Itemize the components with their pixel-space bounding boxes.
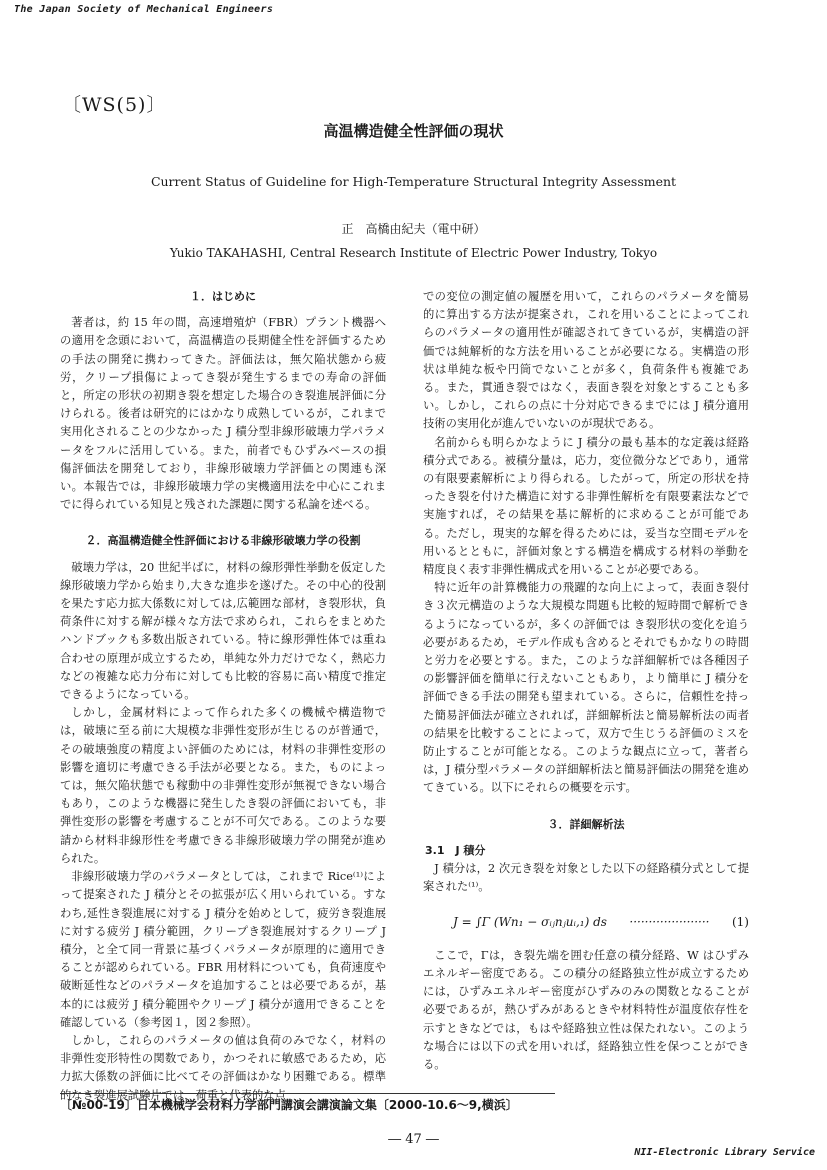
equation-1-leader-dots: ····················· — [629, 914, 710, 929]
section-1-heading: １．はじめに — [190, 290, 256, 303]
section-2-paragraph-4-continued: での変位の測定値の履歴を用いて，これらのパラメータを簡易的に算出する方法が提案され，これを用いることによってこれらのパラメータの適用性が確認されてきているが，実構造の評価では純解析的な方法を用いることが必要になる。実構造の形状は単純な板や円筒でないことが多く，負荷条件も複雑である。また，貫通き裂ではなく，表面き裂を対象とすることも多い。しかし，これらの点に十分対応できるまでには J 積分適用技術の実用化が進んでいないのが現状である。 — [423, 290, 749, 431]
author-japanese: 正 高橋由紀夫（電中研） — [341, 222, 486, 236]
section-2-paragraph-2: しかし，金属材料によって作られた多くの機械や構造物では，破壊に至る前に大規模な非弾性変形が生じるのが普通で，その破壊強度の精度よい評価のためには，材料の非弾性変形の影響を適切に考慮できる手法が必要となる。また，ものによっては，無欠陥状態でも稼動中の非弾性変形が無視できない場合もあり，このような機器に発生したき裂の評価においても，非弾性変形の影響を考慮することが不可欠である。このような要請から材料非線形性を考慮できる非線形破壊力学の開発が進められた。 — [60, 706, 386, 865]
library-service-footer: NII-Electronic Library Service — [634, 1147, 815, 1158]
equation-1 — [423, 913, 749, 931]
subsection-3-1-paragraph-2: ここで，Γは，き裂先端を囲む任意の積分経路、W はひずみエネルギー密度である。この積分の経路独立性が成立するためには，ひずみエネルギー密度がひずみのみの関数となることが必要であるが，熱ひずみがあるときや材料特性が温度依存性を示すときなどでは，もはや経路独立性は保たれない。このような場合には以下の式を用いれば，経路独立性を保つことができる。 — [423, 948, 749, 1071]
equation-1-number: (1) — [731, 914, 749, 929]
section-2-paragraph-6: 特に近年の計算機能力の飛躍的な向上によって，表面き裂付き３次元構造のような大規模な問題も比較的短時間で解析できるようになっているが，多くの評価では き裂形状の変化を追う必要があるため，モデル作成も含めるとそれでもかなりの時間と労力を必要とする。また，このような詳細解析では各種因子の影響評価を簡単に行えないこともあり，より簡単に J 積分を評価できる手法の開発も望まれている。さらに，信頼性を持った簡易評価法が確立されれば，詳細解析法と簡易解析法の両者の結果を比較することによって，双方で生じうる評価のミスを防止することが可能となる。このような観点に立って，著者らは，J 積分型パラメータの詳細解析法と簡易評価法の開発を進めてきている。以下にそれらの概要を示す。 — [423, 581, 749, 795]
right-column — [423, 288, 749, 1074]
page-number: ― 47 ― — [388, 1132, 439, 1147]
left-column — [60, 288, 386, 1105]
proceedings-citation: 〔№00-19〕日本機械学会材料力学部門講演会講演論文集〔2000-10.6〜9,横浜〕 — [60, 1098, 518, 1112]
subsection-3-1-heading: 3.1 J 積分 — [425, 843, 486, 857]
section-2-paragraph-3: 非線形破壊力学のパラメータとしては，これまで Rice⁽¹⁾によって提案された J 積分とその拡張が広く用いられている。すなわち,延性き裂進展に対する J 積分を始めとして，疲労き裂進展に対する疲労 J 積分範囲，クリープき裂進展対するクリープ J 積分，と全て同一背景に基づくパラメータが原理的に適用できることが認められている。FBR 用材料についても，負荷速度や破断延性などのパラメータを追加することは必要であるが，基本的には疲労 J 積分範囲やクリープ J 積分が適用できることを確認している（参考図１，図２参照）。 — [60, 870, 386, 1029]
section-2-paragraph-4: しかし，これらのパラメータの値は負荷のみでなく，材料の非弾性変形特性の関数であり，かつそれに敏感であるため，応力拡大係数の評価に比べてその評価はかなり困難である。標準的なき裂進展試験片では，荷重と代表的な点 — [60, 1033, 386, 1102]
paper-title-japanese: 高温構造健全性評価の現状 — [323, 122, 504, 140]
author-english: Yukio TAKAHASHI, Central Research Institute of Electric Power Industry, Tokyo — [169, 246, 658, 260]
paper-title-english: Current Status of Guideline for High-Temperature Structural Integrity Assessment — [150, 174, 677, 189]
section-3-heading: ３．詳細解析法 — [547, 817, 625, 831]
workshop-label: 〔WS(5)〕 — [62, 94, 167, 116]
equation-1-formula: J = ∫Γ (Wn₁ − σᵢⱼnⱼuᵢ,₁) ds — [453, 914, 607, 929]
subsection-3-1-paragraph-1: J 積分は，2 次元き裂を対象とした以下の経路積分式として提案された⁽¹⁾。 — [423, 862, 749, 894]
society-header: The Japan Society of Mechanical Engineers — [14, 4, 274, 15]
section-2-paragraph-5: 名前からも明らかなように J 積分の最も基本的な定義は経路積分式である。被積分量は，応力，変位微分などであり，通常の有限要素解析により得られる。したがって，所定の形状を持ったき裂を付けた構造に対する非弾性解析を有限要素法などで実施すれば，その結果を基に解析的に求めることが可能である。ただし，現実的な解を得るためには，妥当な空間モデルを用いるとともに，評価対象とする構造を構成する材料の挙動を精度良く表す非弾性構成式を用いることが必要である。 — [423, 435, 749, 577]
section-1-paragraph: 著者は，約 15 年の間，高速増殖炉（FBR）プラント機器への適用を念頭において，高温構造の長期健全性を評価するための手法の開発に携わってきた。評価法は，無欠陥状態から疲労，クリープ損傷によってき裂が発生するまでの寿命の評価と，所定の形状の初期き裂を想定した場合のき裂進展評価に分けられる。後者は研究的にはかなり成熟しているが，これまで実用化されることの少なかった J 積分型非線形破壊力学パラメータをフルに活用している。また，前者でもひずみベースの損傷評価法を開発しており，非線形破壊力学評価との関連も深い。本報告では，非線形破壊力学の実機適用法を中心にこれまでに得られている知見と残された課題に関する私論を述べる。 — [60, 316, 386, 512]
section-2-paragraph-1: 破壊力学は，20 世紀半ばに，材料の線形弾性挙動を仮定した線形破壊力学から始まり,大きな進歩を遂げた。その中心的役割を果たす応力拡大係数に対しては,広範囲な部材，き裂形状，負荷条件に対する解が様々な方法で求められ，これらをまとめたハンドブックも多数出版されている。特に線形弾性体では重ね合わせの原理が成立するため，単純な外力だけでなく，熱応力などの複雑な応力分布に対しても比較的容易に高い精度で推定できるようになっている。 — [60, 560, 386, 702]
section-2-heading: ２．高温構造健全性評価における非線形破壊力学の役割 — [85, 534, 361, 548]
footer-rule — [60, 1093, 555, 1094]
